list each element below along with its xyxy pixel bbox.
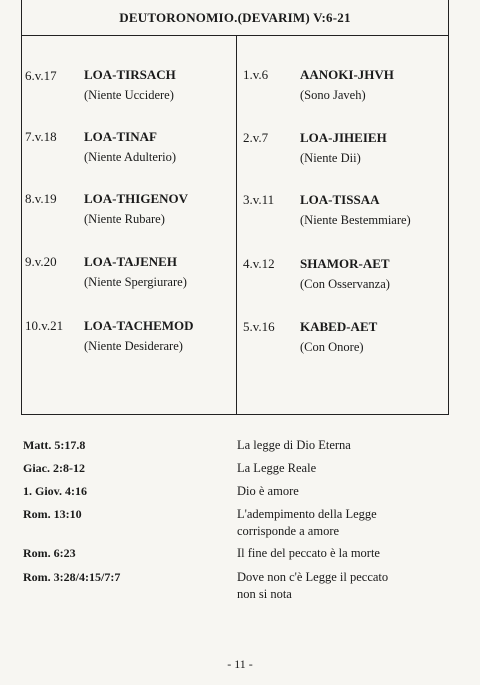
scripture-ref: Rom. 6:23	[23, 546, 76, 560]
page-number: - 11 -	[227, 657, 253, 671]
right-entry-name: SHAMOR-AET	[300, 256, 390, 271]
table-header	[22, 0, 448, 36]
left-entry-ref: 7.v.18	[25, 129, 57, 144]
left-entry-ref: 9.v.20	[25, 254, 57, 269]
right-entry-meaning: (Sono Javeh)	[300, 88, 366, 102]
right-entry-meaning: (Con Osservanza)	[300, 277, 390, 291]
left-entry-name: LOA-THIGENOV	[84, 191, 189, 206]
right-entry-name: LOA-JIHEIEH	[300, 130, 387, 145]
left-entry-ref: 8.v.19	[25, 191, 57, 206]
right-entry-ref: 1.v.6	[243, 67, 269, 82]
scripture-quote: La legge di Dio Eterna	[237, 438, 351, 452]
scripture-quote: Dove non c'è Legge il peccato	[237, 570, 389, 584]
left-entry-name: LOA-TINAF	[84, 129, 157, 144]
right-entry-ref: 3.v.11	[243, 192, 275, 207]
left-entry-ref: 6.v.17	[25, 68, 57, 83]
scripture-quote-continued: corrisponde a amore	[237, 524, 340, 538]
left-entry-name: LOA-TACHEMOD	[84, 318, 194, 333]
scripture-quote: L'adempimento della Legge	[237, 507, 377, 521]
table-title: DEUTORONOMIO.(DEVARIM) V:6-21	[119, 10, 351, 25]
right-entry-ref: 4.v.12	[243, 256, 275, 271]
scripture-ref: Rom. 13:10	[23, 507, 82, 521]
left-entry-meaning: (Niente Uccidere)	[84, 88, 174, 102]
scripture-quote: Dio è amore	[237, 484, 299, 498]
scripture-ref: Giac. 2:8-12	[23, 461, 85, 475]
right-entry-name: KABED-AET	[300, 319, 378, 334]
right-entry-name: LOA-TISSAA	[300, 192, 380, 207]
left-entry-meaning: (Niente Rubare)	[84, 212, 165, 226]
left-entry-meaning: (Niente Spergiurare)	[84, 275, 187, 289]
left-entry-name: LOA-TIRSACH	[84, 67, 176, 82]
right-entry-meaning: (Niente Dii)	[300, 151, 361, 165]
left-entry-meaning: (Niente Desiderare)	[84, 339, 183, 353]
left-entry-ref: 10.v.21	[25, 318, 64, 333]
scripture-ref: 1. Giov. 4:16	[23, 484, 88, 498]
right-entry-ref: 5.v.16	[243, 319, 275, 334]
right-entry-meaning: (Con Onore)	[300, 340, 364, 354]
right-entry-meaning: (Niente Bestemmiare)	[300, 213, 411, 227]
right-entry-name: AANOKI-JHVH	[300, 67, 394, 82]
scripture-quote: Il fine del peccato è la morte	[237, 546, 380, 560]
right-entry-ref: 2.v.7	[243, 130, 269, 145]
scripture-ref: Rom. 3:28/4:15/7:7	[23, 570, 121, 584]
left-entry-name: LOA-TAJENEH	[84, 254, 177, 269]
column-divider	[236, 36, 237, 415]
scripture-quote-continued: non si nota	[237, 587, 292, 601]
scripture-ref: Matt. 5:17.8	[23, 438, 86, 452]
scripture-quote: La Legge Reale	[237, 461, 317, 475]
left-entry-meaning: (Niente Adulterio)	[84, 150, 176, 164]
